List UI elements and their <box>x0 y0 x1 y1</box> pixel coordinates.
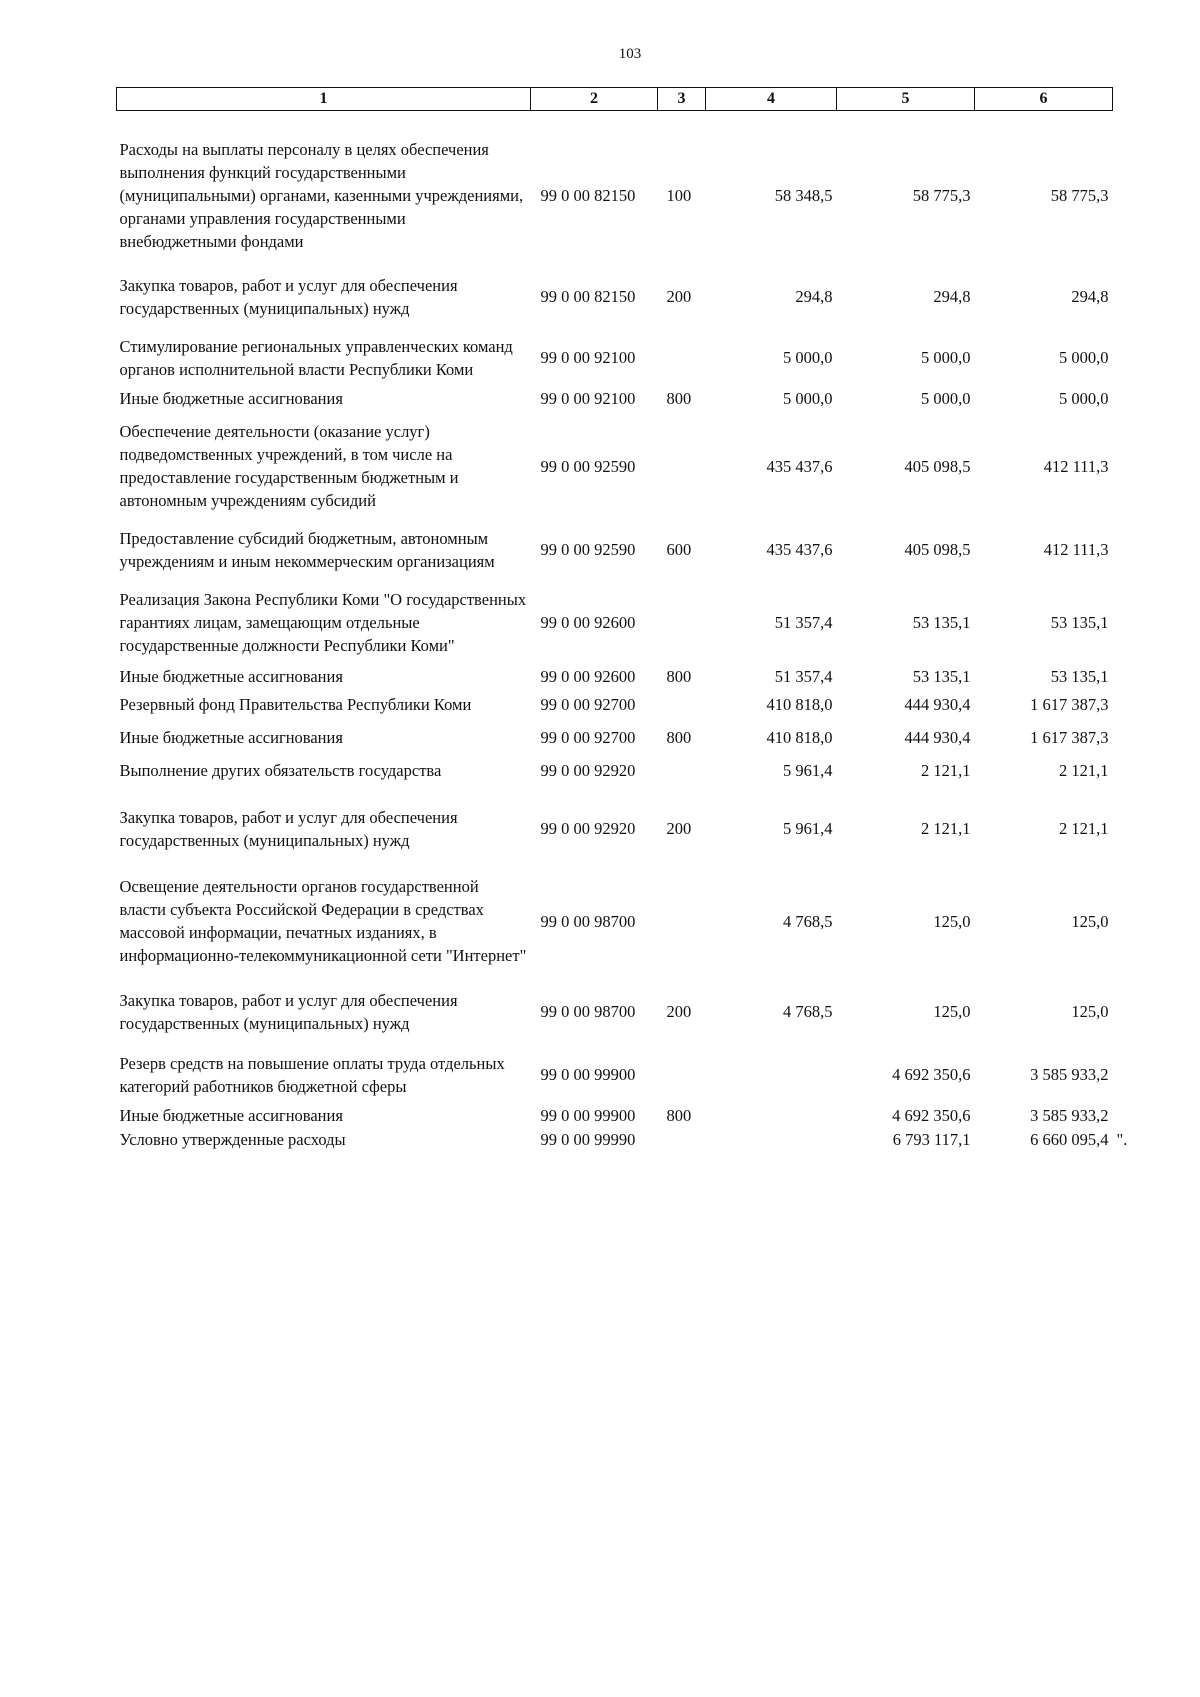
row-code: 99 0 00 92920 <box>540 819 636 838</box>
row-value-year2: 444 930,4 <box>904 695 971 714</box>
row-value-year3: 1 617 387,3 <box>1030 728 1109 747</box>
row-code: 99 0 00 92700 <box>540 728 636 747</box>
row-value-year2: 2 121,1 <box>921 819 971 838</box>
row-value-year3: 412 111,3 <box>1043 456 1109 476</box>
row-value-year2: 4 692 350,6 <box>892 1065 971 1084</box>
row-code: 99 0 00 92920 <box>540 761 636 780</box>
header-cell: 5 <box>837 88 975 111</box>
row-name: Закупка товаров, работ и услуг для обеспечения государственных (муниципальных) нужд <box>119 275 458 318</box>
row-vr-code: 800 <box>666 728 692 747</box>
row-vr-code: 800 <box>666 1106 692 1125</box>
row-value-year3: 3 585 933,2 <box>1030 1106 1109 1125</box>
row-vr-code: 200 <box>666 1002 692 1021</box>
row-value-year1: 410 818,0 <box>766 695 833 714</box>
row-value-year1: 5 000,0 <box>783 348 833 367</box>
row-value-year3: 53 135,1 <box>1050 667 1109 686</box>
table-row <box>117 1127 1113 1151</box>
row-name: Резервный фонд Правительства Республики Коми <box>119 695 472 714</box>
row-name: Иные бюджетные ассигнования <box>119 1106 343 1125</box>
table-row <box>117 1037 1113 1104</box>
header-cell: 1 <box>117 88 531 111</box>
row-name: Стимулирование региональных управленческих команд органов исполнительной власти Республики Коми <box>119 336 513 379</box>
row-value-year2: 4 692 350,6 <box>892 1106 971 1125</box>
row-value-year2: 125,0 <box>933 1002 971 1021</box>
row-vr-code <box>658 410 706 512</box>
row-code: 99 0 00 82150 <box>540 186 636 205</box>
row-value-year1: 4 768,5 <box>783 1002 833 1021</box>
budget-table <box>116 87 1113 1151</box>
row-name: Освещение деятельности органов государственной власти субъекта Российской Федерации в средствах массовой информации, печатных изданиях, в информационно-телекоммуникационной сети "Интернет" <box>119 877 527 965</box>
row-value-year3: 5 000,0 <box>1059 348 1109 367</box>
table-row <box>117 787 1113 854</box>
row-vr-code: 100 <box>666 186 692 205</box>
row-code: 99 0 00 92700 <box>540 695 636 714</box>
row-value-year2: 294,8 <box>933 287 971 306</box>
row-vr-code <box>658 1037 706 1104</box>
row-value-year3: 53 135,1 <box>1050 612 1109 632</box>
table-row <box>117 253 1113 320</box>
closing-quote-mark: ". <box>1116 1129 1128 1149</box>
table-row <box>117 665 1113 688</box>
table-body <box>117 111 1113 1152</box>
header-row <box>117 88 1113 111</box>
row-vr-code: 200 <box>666 287 692 306</box>
row-name: Обеспечение деятельности (оказание услуг) подведомственных учреждений, в том числе на предоставление государственным бюджетным и автономным учреждениям субсидий <box>119 422 459 510</box>
row-vr-code <box>658 320 706 387</box>
row-value-year2: 5 000,0 <box>921 348 971 367</box>
row-value-year3: 125,0 <box>1071 1002 1109 1021</box>
table-row <box>117 512 1113 579</box>
row-value-year2: 405 098,5 <box>904 540 971 559</box>
row-code: 99 0 00 92590 <box>540 540 636 559</box>
row-value-year1: 58 348,5 <box>774 186 833 205</box>
row-value-year1: 435 437,6 <box>766 456 833 476</box>
row-vr-code <box>658 1127 706 1151</box>
row-value-year3: 6 660 095,4 <box>1030 1129 1109 1149</box>
table-row <box>117 688 1113 721</box>
row-value-year3: 5 000,0 <box>1059 389 1109 408</box>
table-row <box>117 754 1113 787</box>
row-name: Резерв средств на повышение оплаты труда отдельных категорий работников бюджетной сферы <box>119 1053 505 1096</box>
row-code: 99 0 00 92600 <box>540 612 636 632</box>
row-vr-code <box>658 579 706 665</box>
table-row <box>117 320 1113 387</box>
row-value-year1: 294,8 <box>795 287 833 306</box>
row-vr-code <box>658 688 706 721</box>
row-name: Выполнение других обязательств государства <box>119 761 442 780</box>
row-value-year1 <box>706 1104 837 1127</box>
header-cell: 2 <box>531 88 658 111</box>
row-value-year2: 2 121,1 <box>921 761 971 780</box>
row-value-year2: 6 793 117,1 <box>892 1129 971 1149</box>
row-value-year2: 53 135,1 <box>912 612 971 632</box>
table-row <box>117 579 1113 665</box>
row-value-year3: 3 585 933,2 <box>1030 1065 1109 1084</box>
table-row <box>117 970 1113 1037</box>
row-vr-code: 200 <box>666 819 692 838</box>
row-vr-code: 800 <box>666 667 692 686</box>
header-cell: 6 <box>975 88 1113 111</box>
row-value-year1: 5 000,0 <box>783 389 833 408</box>
row-code: 99 0 00 98700 <box>540 911 636 931</box>
row-name: Закупка товаров, работ и услуг для обеспечения государственных (муниципальных) нужд <box>119 807 458 850</box>
row-value-year3: 294,8 <box>1071 287 1109 306</box>
row-value-year2: 58 775,3 <box>912 186 971 205</box>
row-value-year1: 5 961,4 <box>783 761 833 780</box>
row-value-year1: 51 357,4 <box>774 667 833 686</box>
row-name: Иные бюджетные ассигнования <box>119 667 343 686</box>
row-code: 99 0 00 98700 <box>540 1002 636 1021</box>
row-vr-code <box>658 854 706 970</box>
table-row <box>117 410 1113 512</box>
row-value-year2: 5 000,0 <box>921 389 971 408</box>
row-code: 99 0 00 82150 <box>540 287 636 306</box>
row-name: Расходы на выплаты персоналу в целях обеспечения выполнения функций государственными (муниципальными) органами, казенными учреждениями, органами управления государственными внебюджетными фондами <box>119 140 524 251</box>
row-value-year1: 435 437,6 <box>766 540 833 559</box>
row-vr-code: 800 <box>666 389 692 408</box>
page-number: 103 <box>618 46 642 62</box>
table-row <box>117 721 1113 754</box>
row-name: Предоставление субсидий бюджетным, автономным учреждениям и иным некоммерческим организациям <box>119 528 495 571</box>
row-value-year3: 1 617 387,3 <box>1030 695 1109 714</box>
row-vr-code <box>658 754 706 787</box>
header-cell: 3 <box>658 88 706 111</box>
row-value-year1: 51 357,4 <box>774 612 833 632</box>
row-code: 99 0 00 92590 <box>540 456 636 476</box>
row-value-year2: 405 098,5 <box>904 456 971 476</box>
row-name: Условно утвержденные расходы <box>119 1129 346 1149</box>
row-code: 99 0 00 92100 <box>540 348 636 367</box>
row-value-year1: 410 818,0 <box>766 728 833 747</box>
row-code: 99 0 00 99900 <box>540 1106 636 1125</box>
row-code: 99 0 00 92100 <box>540 389 636 408</box>
table-row <box>117 854 1113 970</box>
row-value-year3: 2 121,1 <box>1059 761 1109 780</box>
header-cell: 4 <box>706 88 837 111</box>
row-value-year3: 58 775,3 <box>1050 186 1109 205</box>
row-name: Закупка товаров, работ и услуг для обеспечения государственных (муниципальных) нужд <box>119 990 458 1033</box>
row-vr-code: 600 <box>666 540 692 559</box>
row-value-year2: 444 930,4 <box>904 728 971 747</box>
row-code: 99 0 00 99990 <box>540 1129 636 1149</box>
row-value-year1: 4 768,5 <box>783 911 833 931</box>
row-value-year3: 412 111,3 <box>1043 540 1109 559</box>
row-name: Иные бюджетные ассигнования <box>119 728 343 747</box>
row-code: 99 0 00 99900 <box>540 1065 636 1084</box>
row-name: Реализация Закона Республики Коми "О государственных гарантиях лицам, замещающим отдельные государственные должности Республики Коми" <box>119 589 527 655</box>
row-code: 99 0 00 92600 <box>540 667 636 686</box>
row-value-year2: 53 135,1 <box>912 667 971 686</box>
row-value-year3: 125,0 <box>1071 911 1109 931</box>
row-name: Иные бюджетные ассигнования <box>119 389 343 408</box>
row-value-year1 <box>706 1127 837 1151</box>
row-value-year2: 125,0 <box>933 911 971 931</box>
row-value-year1: 5 961,4 <box>783 819 833 838</box>
row-value-year3: 2 121,1 <box>1059 819 1109 838</box>
table-row <box>117 111 1113 254</box>
row-value-year1 <box>706 1037 837 1104</box>
table-row <box>117 1104 1113 1127</box>
table-row <box>117 387 1113 410</box>
